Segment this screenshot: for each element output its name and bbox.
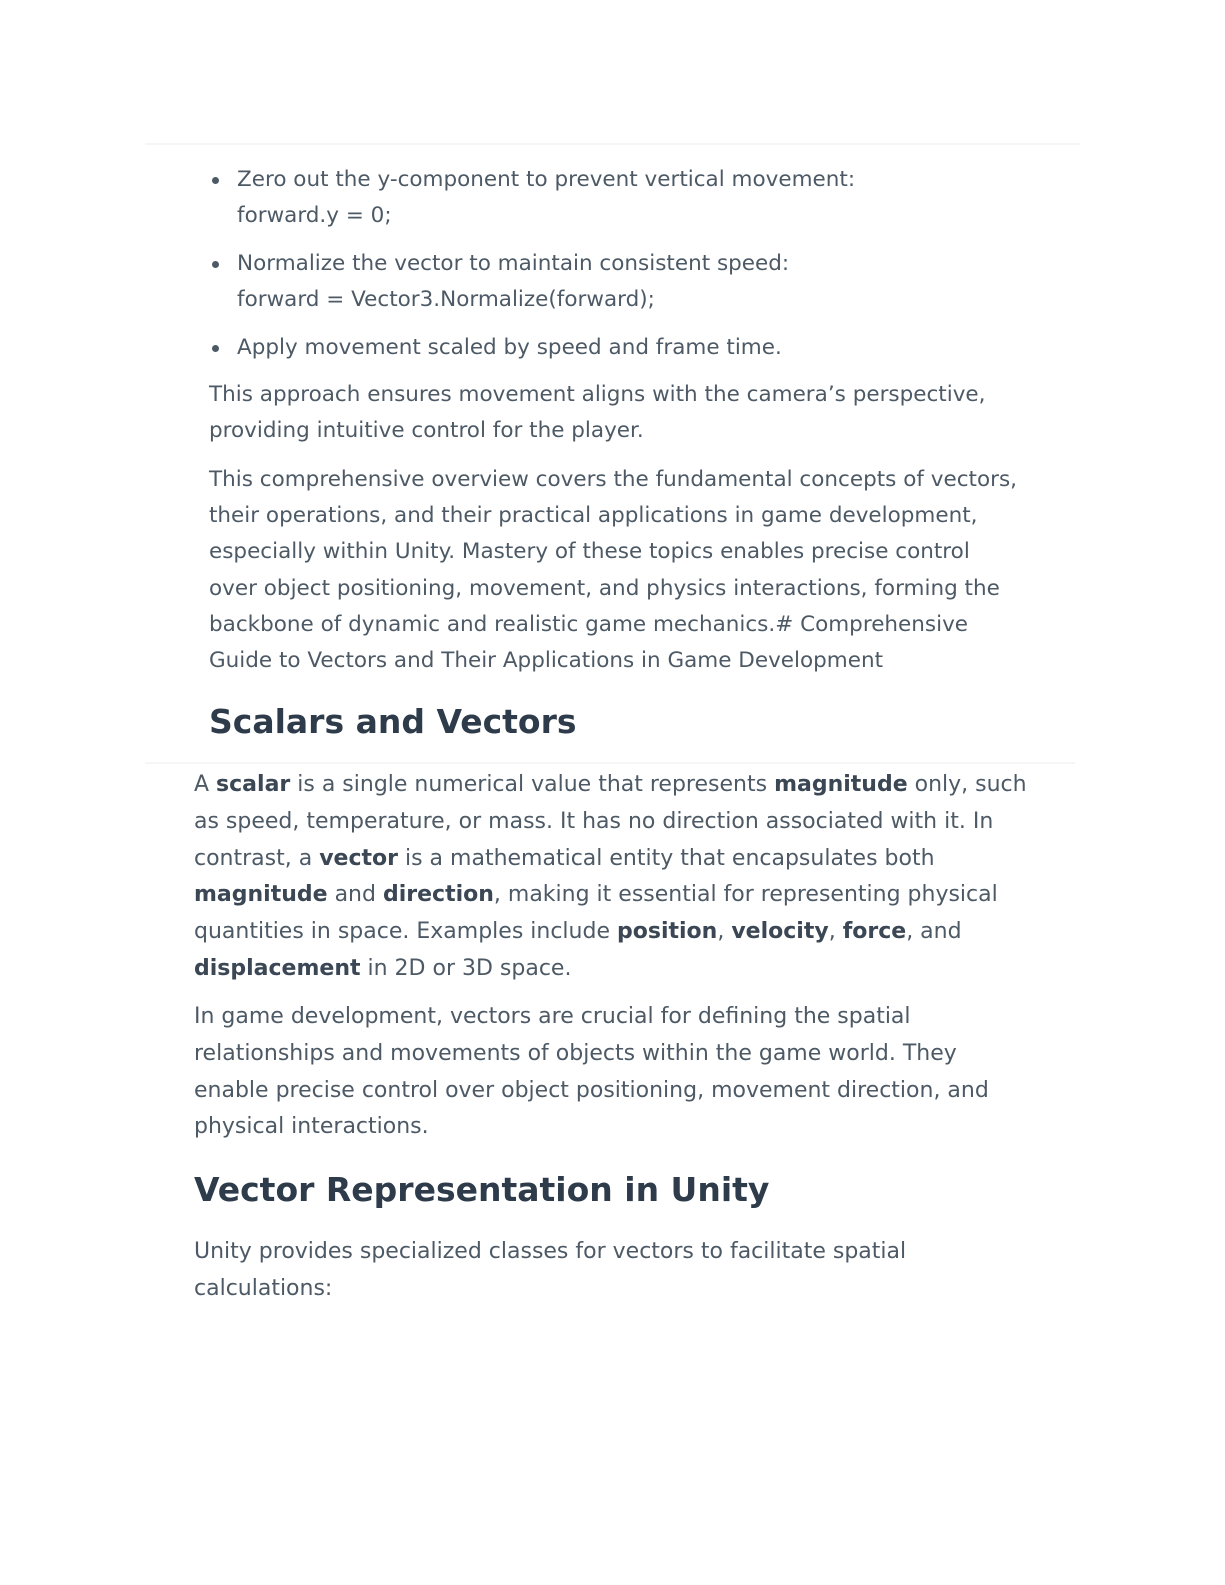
text-line: quantities in space. Examples include position, velocity, force, and bbox=[194, 919, 962, 945]
text-line: In game development, vectors are crucial for defining the spatial bbox=[194, 1004, 911, 1029]
text-line: A scalar is a single numerical value that represents magnitude only, such bbox=[194, 772, 1027, 797]
text-line: contrast, a vector is a mathematical entity that encapsulates both bbox=[194, 845, 935, 871]
text-line: enable precise control over object positioning, movement direction, and bbox=[194, 1077, 989, 1103]
text-line: relationships and movements of objects within the game world. They bbox=[194, 1040, 957, 1066]
paragraph-approach bbox=[209, 377, 1069, 449]
text-line: This comprehensive overview covers the fundamental concepts of vectors, bbox=[209, 467, 1017, 492]
bullet-icon bbox=[212, 261, 219, 268]
heading-scalars-and-vectors: Scalars and Vectors bbox=[209, 702, 577, 741]
list-item bbox=[209, 162, 1089, 234]
list-item-text: Apply movement scaled by speed and frame time. bbox=[237, 335, 782, 360]
bullet-icon bbox=[212, 345, 219, 352]
list-item-text: Zero out the y-component to prevent vertical movement: bbox=[237, 167, 856, 192]
text-line: Guide to Vectors and Their Applications in Game Development bbox=[209, 648, 884, 674]
text-line: especially within Unity. Mastery of these topics enables precise control bbox=[209, 539, 970, 565]
paragraph-game-development bbox=[194, 999, 1054, 1146]
text-line: over object positioning, movement, and physics interactions, forming the bbox=[209, 575, 1000, 601]
section-divider-mid bbox=[145, 762, 1075, 764]
text-line: Unity provides specialized classes for vectors to facilitate spatial bbox=[194, 1239, 907, 1264]
list-item-code: forward.y = 0; bbox=[237, 203, 392, 228]
section-divider-top bbox=[145, 143, 1080, 145]
text-line: providing intuitive control for the player. bbox=[209, 418, 644, 444]
paragraph-overview bbox=[209, 462, 1069, 679]
steps-list bbox=[209, 162, 1089, 378]
list-item bbox=[209, 246, 1089, 318]
bullet-icon bbox=[212, 177, 219, 184]
text-line: magnitude and direction, making it essential for representing physical bbox=[194, 882, 998, 908]
list-item bbox=[209, 330, 1089, 366]
text-line: their operations, and their practical applications in game development, bbox=[209, 503, 978, 529]
text-line: displacement in 2D or 3D space. bbox=[194, 955, 572, 981]
paragraph-scalar-definition bbox=[194, 767, 1054, 988]
heading-vector-representation: Vector Representation in Unity bbox=[194, 1170, 770, 1209]
list-item-code: forward = Vector3.Normalize(forward); bbox=[237, 287, 655, 312]
text-line: This approach ensures movement aligns with the camera’s perspective, bbox=[209, 382, 986, 407]
text-line: as speed, temperature, or mass. It has no direction associated with it. In bbox=[194, 808, 994, 834]
text-line: calculations: bbox=[194, 1275, 333, 1301]
paragraph-unity-classes bbox=[194, 1234, 1054, 1308]
text-line: physical interactions. bbox=[194, 1114, 429, 1140]
list-item-text: Normalize the vector to maintain consistent speed: bbox=[237, 251, 790, 276]
text-line: backbone of dynamic and realistic game mechanics.# Comprehensive bbox=[209, 611, 969, 637]
